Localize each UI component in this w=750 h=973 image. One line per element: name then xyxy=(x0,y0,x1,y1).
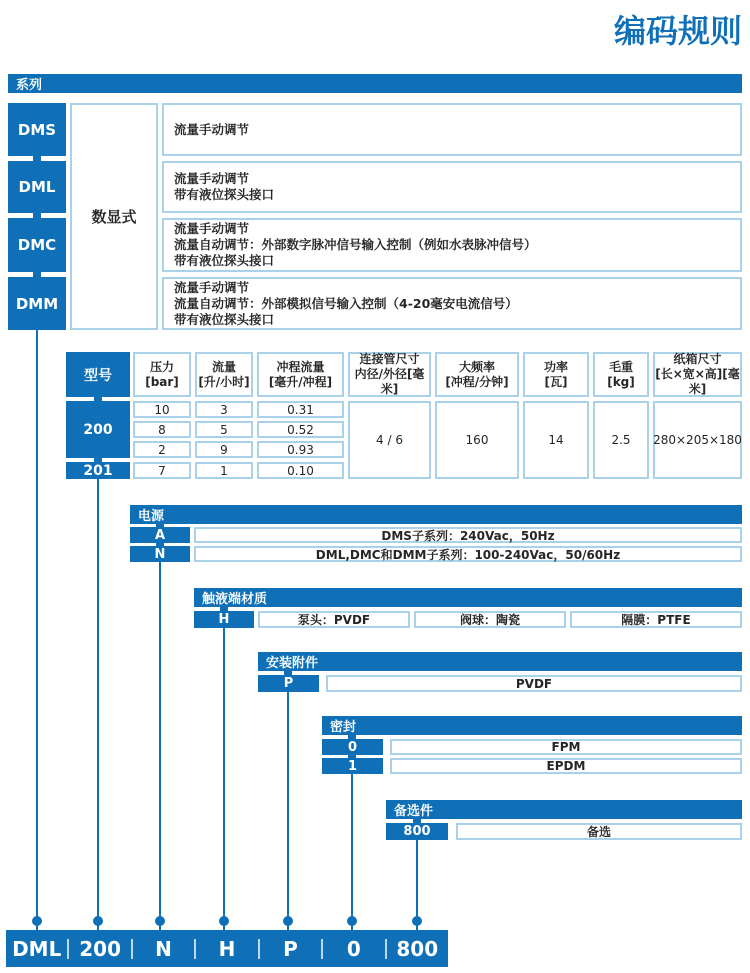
series-desc-dmc xyxy=(162,218,742,272)
seal-value-epdm: EPDM xyxy=(390,758,742,774)
spec-cell-pressure: 10 xyxy=(133,401,191,418)
series-type-cell: 数显式 xyxy=(70,103,158,330)
power-value-n: DML,DMC和DMM子系列：100-240Vac，50/60Hz xyxy=(194,546,742,562)
connector-line-series xyxy=(36,330,38,930)
code-segment-wetted: H xyxy=(218,936,236,961)
series-key-dms: DMS xyxy=(8,103,66,156)
desc-line: 流量手动调节 xyxy=(174,121,250,137)
connector-dot-options xyxy=(412,916,422,926)
code-segment-power: N xyxy=(155,936,172,961)
series-key-dml: DML xyxy=(8,161,66,213)
wetted-header: 触液端材质 xyxy=(194,588,742,607)
col-unit: 内径/外径[毫米] xyxy=(354,367,425,396)
options-value: 备选 xyxy=(456,823,742,840)
spec-col-header-stroke xyxy=(257,352,344,397)
order-code-bar xyxy=(6,930,448,967)
connector-line-wetted xyxy=(223,628,225,930)
spec-cell-carton: 280×205×180 xyxy=(653,401,742,479)
spec-cell-max-frequency: 160 xyxy=(435,401,519,479)
spec-model-200-cell: 200 xyxy=(66,401,130,458)
col-title: 大频率 xyxy=(458,359,495,374)
wetted-value-valve-ball: 阀球：陶瓷 xyxy=(414,611,566,628)
mounting-value: PVDF xyxy=(326,675,742,692)
desc-line: 流量自动调节：外部模拟信号输入控制（4-20毫安电流信号） xyxy=(174,295,518,311)
spec-col-header-pipe xyxy=(348,352,431,397)
spec-col-header-weight xyxy=(593,352,649,397)
seal-key-0: 0 xyxy=(322,739,383,755)
col-unit: [bar] xyxy=(145,374,179,389)
spec-cell-power: 14 xyxy=(523,401,589,479)
col-unit: [kg] xyxy=(607,374,635,389)
spec-cell-pressure: 8 xyxy=(133,421,191,438)
desc-line: 流量手动调节 xyxy=(174,279,250,295)
connector-dot-series xyxy=(32,916,42,926)
options-header: 备选件 xyxy=(386,800,742,819)
col-unit: [毫升/冲程] xyxy=(268,374,333,389)
series-desc-dmm xyxy=(162,277,742,330)
page-title: 编码规则 xyxy=(613,12,742,50)
wetted-value-pump-head: 泵头：PVDF xyxy=(258,611,410,628)
connector-dot-seal xyxy=(347,916,357,926)
series-key-dmc: DMC xyxy=(8,218,66,272)
connector-line-seal xyxy=(351,774,353,930)
seal-key-1: 1 xyxy=(322,758,383,774)
connector-line-power xyxy=(159,562,161,930)
connector-line-model xyxy=(97,479,99,930)
spec-cell-pressure: 2 xyxy=(133,441,191,458)
spec-cell-flow: 3 xyxy=(195,401,253,418)
code-segment-model: 200 xyxy=(79,936,121,961)
spec-cell-flow: 9 xyxy=(195,441,253,458)
col-title: 功率 xyxy=(543,359,568,374)
col-title: 流量 xyxy=(211,359,236,374)
spec-col-header-carton xyxy=(653,352,742,397)
col-title: 纸箱尺寸 xyxy=(673,352,722,366)
seal-value-fpm: FPM xyxy=(390,739,742,755)
options-key-800: 800 xyxy=(386,823,448,840)
col-unit: [冲程/分钟] xyxy=(445,374,509,389)
desc-line: 流量自动调节：外部数字脉冲信号输入控制（例如水表脉冲信号） xyxy=(174,237,537,252)
power-value-a: DMS子系列：240Vac，50Hz xyxy=(194,527,742,543)
seal-header: 密封 xyxy=(322,716,742,735)
spec-cell-pipe-size: 4 / 6 xyxy=(348,401,431,479)
desc-line: 带有液位探头接口 xyxy=(174,311,275,327)
series-desc-dml xyxy=(162,161,742,213)
series-key-dmm: DMM xyxy=(8,277,66,330)
wetted-key-h: H xyxy=(194,611,254,628)
spec-cell-stroke: 0.31 xyxy=(257,401,344,418)
spec-model-header-cell: 型号 xyxy=(66,352,130,397)
spec-cell-pressure: 7 xyxy=(133,462,191,479)
connector-dot-model xyxy=(93,916,103,926)
mounting-header: 安装附件 xyxy=(258,652,742,671)
power-key-a: A xyxy=(130,527,190,543)
spec-cell-stroke: 0.52 xyxy=(257,421,344,438)
col-unit: [长×宽×高][毫米] xyxy=(655,367,740,396)
spec-cell-stroke: 0.93 xyxy=(257,441,344,458)
series-desc-dms xyxy=(162,103,742,156)
desc-line: 流量手动调节 xyxy=(174,171,250,186)
code-segment-mounting: P xyxy=(283,936,298,961)
code-segment-seal: 0 xyxy=(346,936,361,961)
connector-dot-power xyxy=(155,916,165,926)
col-unit: [升/小时] xyxy=(198,374,250,389)
connector-dot-wetted xyxy=(219,916,229,926)
spec-col-header-power xyxy=(523,352,589,397)
spec-col-header-pressure xyxy=(133,352,191,397)
connector-line-mounting xyxy=(287,692,289,930)
desc-line: 带有液位探头接口 xyxy=(174,187,275,202)
power-header: 电源 xyxy=(130,505,742,524)
series-header: 系列 xyxy=(8,74,742,93)
spec-cell-weight: 2.5 xyxy=(593,401,649,479)
col-title: 毛重 xyxy=(608,359,633,374)
code-segment-options: 800 xyxy=(396,936,439,961)
spec-cell-flow: 5 xyxy=(195,421,253,438)
mounting-key-p: P xyxy=(258,675,319,692)
wetted-value-diaphragm: 隔膜：PTFE xyxy=(570,611,742,628)
desc-line: 流量手动调节 xyxy=(174,221,250,236)
spec-model-201-cell: 201 xyxy=(66,462,130,479)
desc-line: 带有液位探头接口 xyxy=(174,253,275,268)
spec-col-header-flow xyxy=(195,352,253,397)
col-title: 压力 xyxy=(149,359,174,374)
spec-cell-flow: 1 xyxy=(195,462,253,479)
spec-col-header-frequency xyxy=(435,352,519,397)
code-segment-series: DML xyxy=(12,936,62,961)
connector-dot-mounting xyxy=(283,916,293,926)
col-title: 冲程流量 xyxy=(276,359,325,374)
power-key-n: N xyxy=(130,546,190,562)
spec-cell-stroke: 0.10 xyxy=(257,462,344,479)
col-title: 连接管尺寸 xyxy=(359,352,420,366)
col-unit: [瓦] xyxy=(544,374,568,389)
